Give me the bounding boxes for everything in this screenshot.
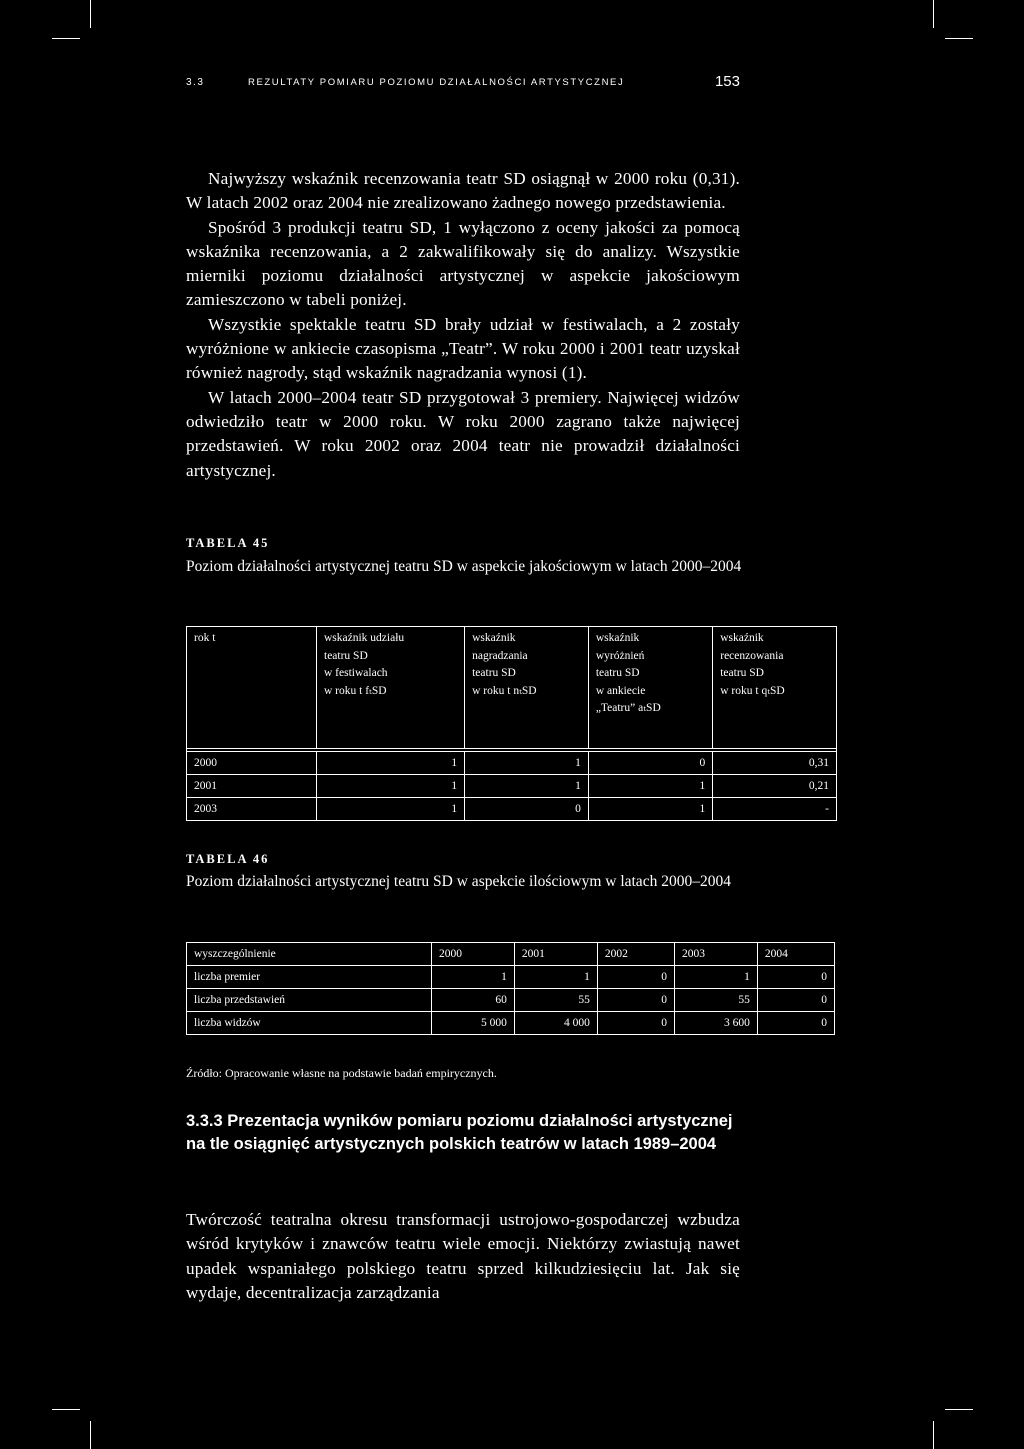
header-line: rok t (194, 632, 216, 644)
table-cell: 3 600 (674, 1012, 757, 1035)
table-cell: 55 (674, 989, 757, 1012)
paragraph: Najwyższy wskaźnik recenzowania teatr SD osiągnął w 2000 roku (0,31). W latach 2002 oraz 2004 nie zrealizowano żadnego nowego przedstawienia. (186, 169, 740, 213)
table-cell: 2003 (187, 798, 317, 821)
closing-text (186, 1208, 740, 1305)
table-cell: 1 (465, 775, 589, 798)
table-cell: 0,21 (713, 775, 837, 798)
table-cell: 60 (432, 989, 515, 1012)
table-header-cell: wyszczególnienie (187, 943, 432, 966)
header-line: w roku t qₜSD (720, 684, 785, 697)
crop-mark (90, 1421, 91, 1449)
table-row (187, 798, 837, 821)
table-cell: 1 (465, 752, 589, 775)
table-row (187, 966, 835, 989)
table-label: TABELA 45 (186, 536, 270, 550)
table-cell: 1 (317, 752, 465, 775)
header-line: wyróżnień (595, 649, 645, 662)
table-cell: 1 (514, 966, 597, 989)
table-header-cell: 2000 (432, 943, 515, 966)
table-cell: 0 (465, 798, 589, 821)
header-line: wskaźnik (595, 632, 640, 644)
table-header-cell (317, 627, 465, 749)
table-caption: Poziom działalności artystycznej teatru SD w aspekcie jakościowym w latach 2000–2004 (186, 558, 742, 575)
table-cell: 2001 (187, 775, 317, 798)
table-cell: 1 (432, 966, 515, 989)
table-row (187, 752, 837, 775)
header-line: w festiwalach (324, 667, 388, 680)
table-header-cell (588, 627, 712, 749)
table-row (187, 775, 837, 798)
table-cell: 1 (317, 775, 465, 798)
quality-indicators-table (186, 626, 837, 821)
section-heading: 3.3.3 Prezentacja wyników pomiaru poziomu działalności artystycznej na tle osiągnięć artystycznych polskich teatrów w latach 1989–2004 (186, 1112, 733, 1153)
paragraph: Wszystkie spektakle teatru SD brały udział w festiwalach, a 2 zostały wyróżnione w ankiecie czasopisma „Teatr”. W roku 2000 i 2001 teatr uzyskał również nagrody, stąd wskaźnik nagradzania wynosi (1). (186, 314, 740, 383)
table-header-cell (713, 627, 837, 749)
table-row (187, 1012, 835, 1035)
table-cell: 0 (597, 966, 674, 989)
header-line: wskaźnik (472, 632, 516, 644)
paragraph: Spośród 3 produkcji teatru SD, 1 wyłączono z oceny jakości za pomocą wskaźnika recenzowania, a 2 zakwalifikowały się do analizy. Wszystkie mierniki poziomu działalności artystycznej w aspekcie jakościowym zamieszczono w tabeli poniżej. (186, 217, 740, 310)
header-line: w ankiecie (595, 684, 646, 697)
crop-mark (933, 1421, 934, 1449)
table-cell: 1 (588, 775, 712, 798)
header-line: teatru SD (720, 667, 764, 680)
table-header-cell: 2004 (757, 943, 834, 966)
crop-mark (945, 1409, 973, 1410)
table-cell: 1 (317, 798, 465, 821)
table-cell: 0 (588, 752, 712, 775)
paragraph: Twórczość teatralna okresu transformacji ustrojowo-gospodarczej wzbudza wśród krytyków i znawców teatru wiele emocji. Niektórzy zwiastują nawet upadek wspaniałego polskiego teatru sprzed kilkudziesięciu lat. Jak się wydaje, decentralizacja zarządzania (186, 1210, 740, 1302)
crop-mark (52, 38, 80, 39)
paragraph: W latach 2000–2004 teatr SD przygotował 3 premiery. Najwięcej widzów odwiedziło teatr w 2000 roku. W roku 2000 zagrano także najwięcej przedstawień. W roku 2002 oraz 2004 teatr nie prowadził działalności artystycznej. (186, 387, 740, 480)
table-cell: 0 (757, 989, 834, 1012)
source-note: Źródło: Opracowanie własne na podstawie badań empirycznych. (186, 1066, 497, 1080)
table-cell: 0 (757, 1012, 834, 1035)
table-cell: 4 000 (514, 1012, 597, 1035)
table-header-cell (465, 627, 589, 749)
table-caption: Poziom działalności artystycznej teatru SD w aspekcie ilościowym w latach 2000–2004 (186, 873, 731, 890)
table-cell: 0 (597, 989, 674, 1012)
table-cell: liczba przedstawień (187, 989, 432, 1012)
table-cell: 1 (588, 798, 712, 821)
table-cell: 0,31 (713, 752, 837, 775)
quantity-indicators-table (186, 942, 835, 1035)
header-line: teatru SD (324, 649, 368, 662)
header-line: „Teatru” aₜSD (595, 702, 661, 715)
table-header-cell: 2003 (674, 943, 757, 966)
header-line: teatru SD (595, 667, 640, 680)
table-cell: liczba premier (187, 966, 432, 989)
table-cell: 1 (674, 966, 757, 989)
table-cell: 55 (514, 989, 597, 1012)
table-cell: 2000 (187, 752, 317, 775)
crop-mark (945, 38, 973, 39)
table-cell: 0 (597, 1012, 674, 1035)
header-line: w roku t nₜSD (472, 684, 537, 697)
body-text (186, 167, 740, 483)
crop-mark (90, 0, 91, 28)
header-line: wskaźnik udziału (324, 632, 405, 644)
header-section-number: 3.3 (186, 77, 205, 88)
table-cell: liczba widzów (187, 1012, 432, 1035)
header-line: recenzowania (720, 649, 784, 662)
table-header-cell (187, 627, 317, 749)
running-header (186, 73, 740, 93)
crop-mark (933, 0, 934, 28)
table-label: TABELA 46 (186, 852, 270, 866)
header-line: wskaźnik (720, 632, 764, 644)
table-cell: - (713, 798, 837, 821)
table-header-cell: 2001 (514, 943, 597, 966)
page-number: 153 (714, 73, 740, 90)
header-section-title: REZULTATY POMIARU POZIOMU DZIAŁALNOŚCI ARTYSTYCZNEJ (248, 77, 625, 88)
table-header-row (187, 943, 835, 966)
table-cell: 5 000 (432, 1012, 515, 1035)
header-line: w roku t fₜSD (324, 684, 387, 697)
table-cell: 0 (757, 966, 834, 989)
table-row (187, 989, 835, 1012)
header-line: teatru SD (472, 667, 516, 680)
crop-mark (52, 1409, 80, 1410)
table-header-cell: 2002 (597, 943, 674, 966)
header-line: nagradzania (472, 649, 528, 662)
